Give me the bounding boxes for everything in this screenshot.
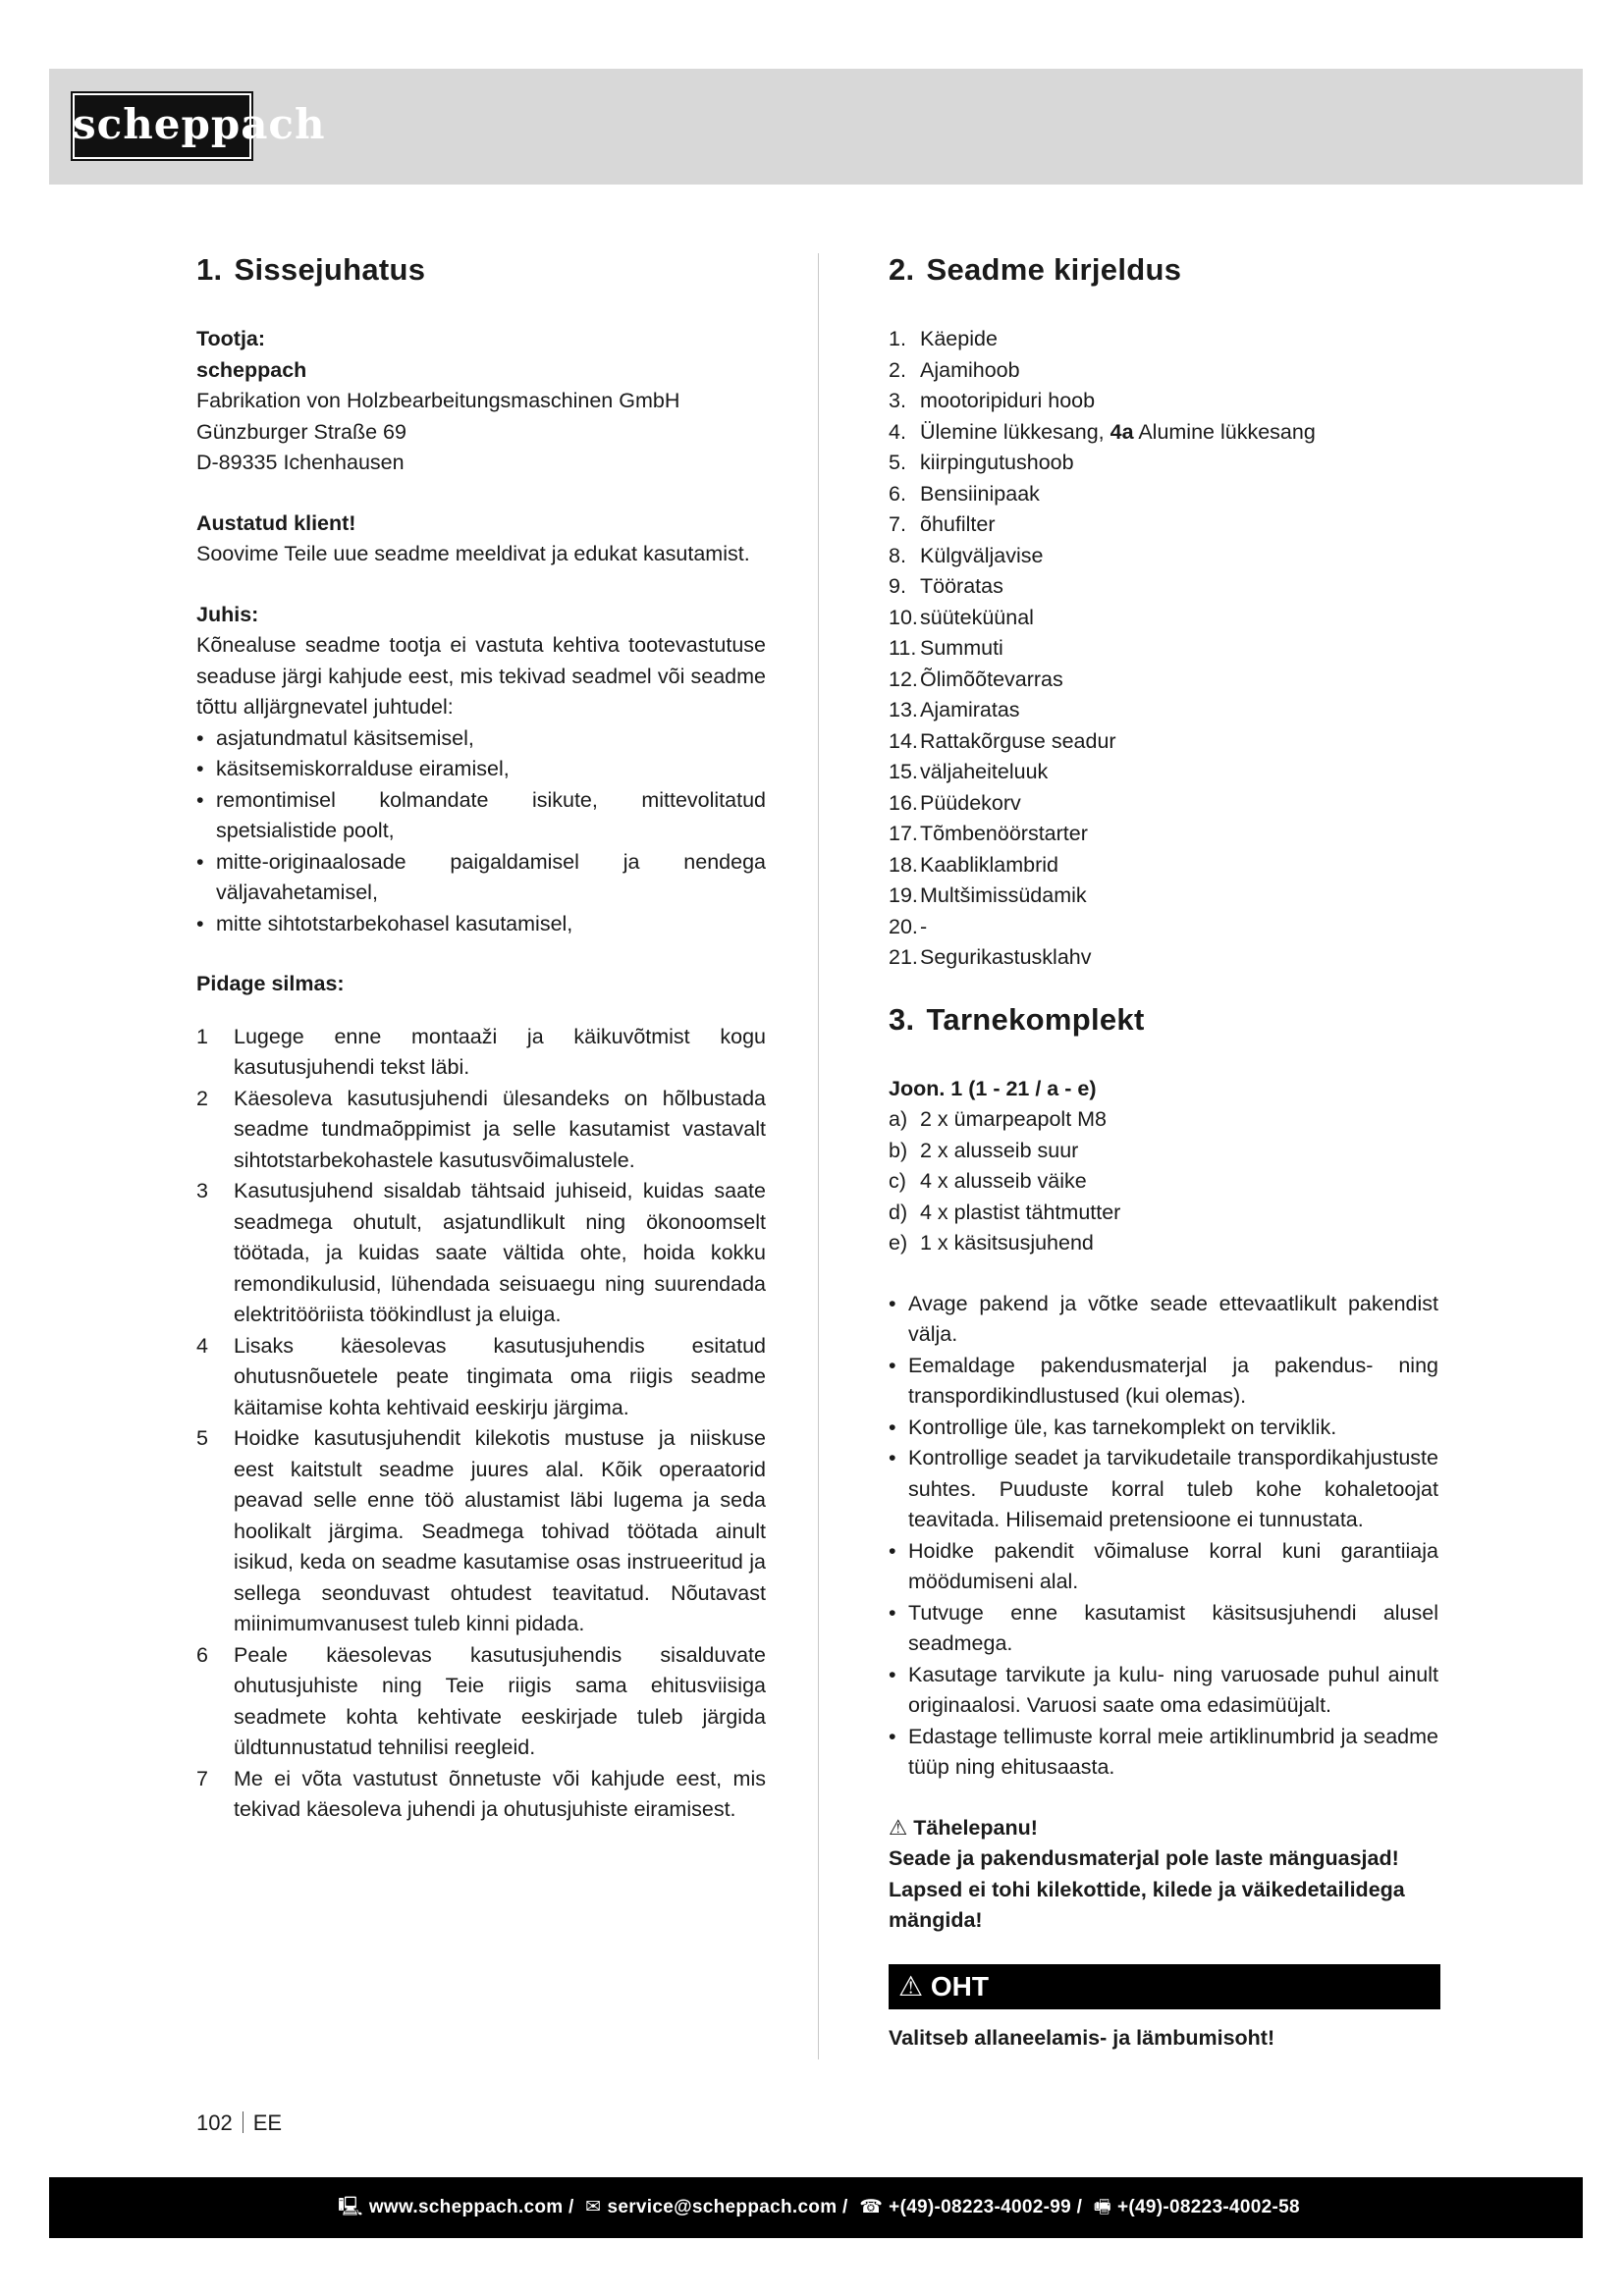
list-item: 6 Peale käesolevas kasutusjuhendis sisalduvate ohutusjuhiste ning Teie riigis sama ehitusviisiga seadmete kohta kehtivate eeskirjade tuleb järgida üldtunnustatud tehnilisi reegleid.: [196, 1642, 766, 1760]
right-column: [889, 253, 1438, 2054]
footer-phone: +(49)-08223-4002-99: [889, 2197, 1071, 2217]
list-item: 7. õhufilter: [889, 512, 996, 537]
list-item: • Kasutage tarvikute ja kulu- ning varuosade puhul ainult originaalosi. Varuosi saate oma edasimüüjalt.: [889, 1660, 1438, 1722]
list-item: 12.Õlimõõtevarras: [889, 667, 1063, 691]
note-text: Kõnealuse seadme tootja ei vastuta kehtiva tootevastutuse seaduse järgi kahjude eest, mis tekivad seadmel või seadme tõttu alljärgnevatel juhtudel:: [196, 633, 766, 720]
list-item: 4. Ülemine lükkesang, 4a Alumine lükkesang: [889, 419, 1316, 444]
list-item: 14.Rattakõrguse seadur: [889, 728, 1116, 753]
manufacturer-address: [196, 386, 766, 479]
left-column: [196, 253, 766, 1826]
list-item: 1 Lugege enne montaaži ja käikuvõtmist kogu kasutusjuhendi tekst läbi.: [196, 1024, 766, 1080]
page-number: 102 EE: [196, 2110, 283, 2135]
list-item: b) 2 x alusseib suur: [889, 1138, 1079, 1162]
section-title-scope-of-delivery: 3. Tarnekomplekt: [889, 1001, 1145, 1037]
list-item: 13.Ajamiratas: [889, 698, 1020, 722]
footer-contact-bar: 🖳 www.scheppach.com / ✉ service@scheppach.com / ☎ +(49)-08223-4002-99 / 🖷 +(49)-08223-4002-58: [49, 2177, 1583, 2238]
scheppach-logo: scheppach: [71, 91, 253, 161]
list-item: 2. Ajamihoob: [889, 357, 1020, 382]
list-item: • Edastage tellimuste korral meie artiklinumbrid ja seadme tüüp ning ehitusaasta.: [889, 1722, 1438, 1784]
list-item: a) 2 x ümarpeapolt M8: [889, 1107, 1108, 1132]
fax-icon: 🖷: [1093, 2197, 1112, 2217]
list-item: 7 Me ei võta vastutust õnnetuste või kahjude eest, mis tekivad käesoleva juhendi ja ohutusjuhiste eiramisest.: [196, 1766, 766, 1822]
list-item: • Eemaldage pakendusmaterjal ja pakendus- ning transpordikindlustused (kui olemas).: [889, 1351, 1438, 1413]
list-item: 17.Tõmbenöörstarter: [889, 822, 1088, 846]
header-band: [49, 69, 1583, 185]
mail-icon: ✉: [585, 2197, 602, 2217]
list-item: • Kontrollige üle, kas tarnekomplekt on terviklik.: [889, 1413, 1438, 1444]
delivery-items-list: [889, 1104, 1438, 1259]
figure-reference: Joon. 1 (1 - 21 / a - e): [889, 1076, 1097, 1100]
list-item: 19.Multšimissüdamik: [889, 883, 1087, 908]
list-item: 1. Käepide: [889, 327, 998, 351]
list-item: 2 Käesoleva kasutusjuhendi ülesandeks on hõlbustada seadme tundmaõppimist ja selle kasutamist vastavalt sihtotstarbekohastele kasutusvõimalustele.: [196, 1086, 766, 1172]
phone-icon: ☎: [859, 2197, 884, 2217]
list-item: c) 4 x alusseib väike: [889, 1169, 1087, 1194]
footer-web: www.scheppach.com: [368, 2197, 564, 2217]
list-item: 3. mootoripiduri hoob: [889, 389, 1096, 413]
list-item: 8. Külgväljavise: [889, 543, 1044, 567]
monitor-icon: 🖳: [338, 2197, 363, 2217]
list-item: 3 Kasutusjuhend sisaldab tähtsaid juhiseid, kuidas saate seadmega ohutult, asjatundlikult ning ökonoomselt töötada, ja kuidas saate vältida ohte, hoida kokku remondikulusid, lühendada seisuaegu ning suurendada elektritööriista töökindlust ja eluiga.: [196, 1179, 766, 1327]
list-item: 16.Püüdekorv: [889, 790, 1021, 815]
list-item: • Hoidke pakendit võimaluse korral kuni garantiiaja möödumiseni alal.: [889, 1536, 1438, 1598]
list-item: e) 1 x käsitsusjuhend: [889, 1231, 1094, 1255]
unpacking-bullet-list: [889, 1289, 1438, 1784]
footer-fax: +(49)-08223-4002-58: [1117, 2197, 1300, 2217]
address-line: Günzburger Straße 69: [196, 419, 406, 444]
parts-list: [889, 324, 1438, 974]
list-item: d) 4 x plastist tähtmutter: [889, 1200, 1121, 1224]
warning-triangle-icon: ⚠: [889, 1815, 908, 1840]
list-item: 4 Lisaks käesolevas kasutusjuhendis esitatud ohutusnõuetele peate tingimata oma riigis seadme käitamise kohta kehtivaid eeskirju järgima.: [196, 1333, 766, 1419]
list-item: 20.-: [889, 914, 928, 938]
list-item: • mitte-originaalosade paigaldamisel ja nendega väljavahetamisel,: [196, 847, 766, 909]
list-item: • Tutvuge enne kasutamist käsitsusjuhendi alusel seadmega.: [889, 1598, 1438, 1660]
list-item: • Avage pakend ja võtke seade ettevaatlikult pakendist välja.: [889, 1289, 1438, 1351]
section-title-description: 2. Seadme kirjeldus: [889, 252, 1182, 287]
list-item: 11. Summuti: [889, 636, 1003, 661]
list-item: 5 Hoidke kasutusjuhendit kilekotis mustuse ja niiskuse eest kaitstult seadme juures alal. Kõik operaatorid peavad selle enne töö alustamist läbi lugema ja seda hoolikalt järgima. Seadmega tohivad töötada ainult isikud, keda on seadme kasutamise osas instrueeritud ja sellega seonduvast ohtudest teavitatud. Nõutavast miinimumvanusest tuleb kinni pidada.: [196, 1426, 766, 1636]
caution-heading: ⚠ Tähelepanu!: [889, 1815, 1038, 1840]
list-item: • asjatundmatul käsitsemisel,: [196, 723, 766, 755]
list-item: 18.Kaabliklambrid: [889, 852, 1059, 877]
danger-bar: ⚠ OHT: [889, 1964, 1440, 2009]
attention-label: Pidage silmas:: [196, 972, 345, 996]
warning-triangle-icon: ⚠: [898, 1970, 924, 2002]
attention-list: [196, 1022, 766, 1826]
list-item: 9. Tööratas: [889, 574, 1003, 599]
section-title-introduction: 1. Sissejuhatus: [196, 252, 426, 287]
list-item: • käsitsemiskorralduse eiramisel,: [196, 754, 766, 785]
note-bullet-list: [196, 723, 766, 940]
address-line: D-89335 Ichenhausen: [196, 451, 405, 475]
list-item: • mitte sihtotstarbekohasel kasutamisel,: [196, 909, 766, 940]
list-item: • remontimisel kolmandate isikute, mittevolitatud spetsialistide poolt,: [196, 785, 766, 847]
customer-label: Austatud klient!: [196, 510, 356, 535]
list-item: 6. Bensiinipaak: [889, 481, 1040, 506]
column-divider: [818, 253, 819, 2059]
list-item: 21.Segurikastusklahv: [889, 945, 1092, 970]
customer-text: Soovime Teile uue seadme meeldivat ja edukat kasutamist.: [196, 542, 750, 566]
list-item: • Kontrollige seadet ja tarvikudetaile transpordikahjustuste suhtes. Puuduste korral tuleb kohe kohaletoojat teavitada. Hilisemaid pretensioone ei tunnustata.: [889, 1443, 1438, 1536]
list-item: 5. kiirpingutushoob: [889, 451, 1074, 475]
list-item: 15.väljaheiteluuk: [889, 760, 1049, 784]
footer-email: service@scheppach.com: [607, 2197, 838, 2217]
manufacturer-label: Tootja:: [196, 327, 266, 351]
list-item: 10.süüteküünal: [889, 605, 1034, 629]
caution-text: Seade ja pakendusmaterjal pole laste mänguasjad! Lapsed ei tohi kilekottide, kilede ja väikedetailidega mängida!: [889, 1846, 1405, 1933]
address-line: Fabrikation von Holzbearbeitungsmaschinen GmbH: [196, 389, 680, 413]
danger-text: Valitseb allaneelamis- ja lämbumisoht!: [889, 2025, 1275, 2050]
manufacturer-name: scheppach: [196, 357, 307, 382]
note-label: Juhis:: [196, 602, 259, 626]
